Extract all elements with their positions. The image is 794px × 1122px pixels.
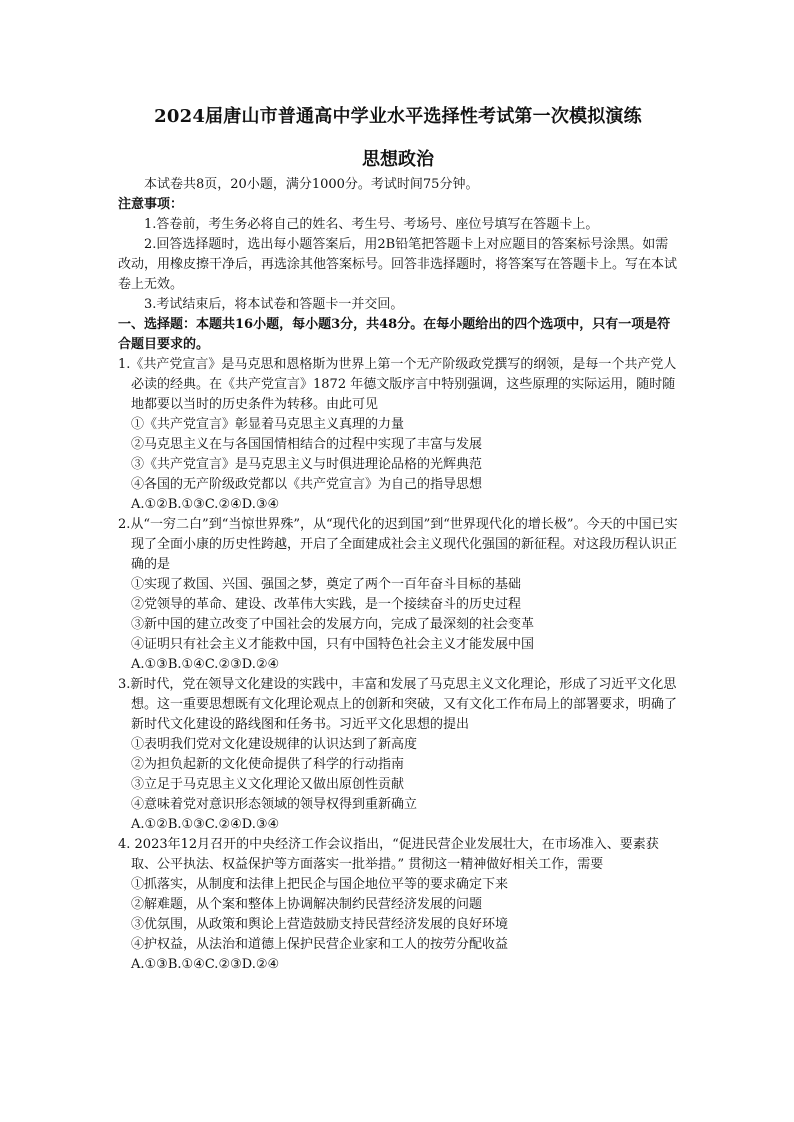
question-option: ④证明只有社会主义才能救中国，只有中国特色社会主义才能发展中国 <box>131 637 535 652</box>
question-option: ③立足于马克思主义文化理论又做出原创性贡献 <box>131 777 405 792</box>
question-3 <box>118 675 678 835</box>
answer-choices: A.①②B.①③C.②④D.③④ <box>131 817 280 832</box>
question-option: ①抓落实，从制度和法律上把民企与国企地位平等的要求确定下来 <box>131 877 509 892</box>
answer-choices: A.①③B.①④C.②③D.②④ <box>131 657 280 672</box>
question-4 <box>118 835 678 975</box>
answer-choices: A.①③B.①④C.②③D.②④ <box>131 957 280 972</box>
question-option: ①表明我们党对文化建设规律的认识达到了新高度 <box>131 737 418 752</box>
notice-heading: 注意事项： <box>118 197 184 212</box>
answer-choices: A.①②B.①③C.②④D.③④ <box>131 497 280 512</box>
question-option: ②解难题，从个案和整体上协调解决制约民营经济发展的问题 <box>131 897 483 912</box>
question-stem: 1.《共产党宣言》是马克思和恩格斯为世界上第一个无产阶级政党撰写的纲领，是每一个共产党人必读的经典。在《共产党宣言》1872 年德文版序言中特别强调，这些原理的实际运用，随时随地都要以当时的历史条件为转移。由此可见 <box>118 357 677 412</box>
exam-page <box>118 0 678 975</box>
notice-item: 1.答卷前，考生务必将自己的姓名、考生号、考场号、座位号填写在答题卡上。 <box>144 217 599 232</box>
question-option: ①《共产党宣言》彰显着马克思主义真理的力量 <box>131 417 405 432</box>
question-option: ①实现了救国、兴国、强国之梦，奠定了两个一百年奋斗目标的基础 <box>131 577 522 592</box>
question-stem: 4. 2023年12月召开的中央经济工作会议指出，“促进民营企业发展壮大，在市场准入、要素获取、公平执法、权益保护等方面落实一批举措。” 贯彻这一精神做好相关工作，需要 <box>118 837 659 872</box>
question-stem: 2.从“一穷二白”到“当惊世界殊”，从“现代化的迟到国”到“世界现代化的增长极”。今天的中国已实现了全面小康的历史性跨越，开启了全面建成社会主义现代化强国的新征程。对这段历程认识正确的是 <box>118 517 678 572</box>
exam-subject: 思想政治 <box>362 149 434 170</box>
question-option: ④各国的无产阶级政党都以《共产党宣言》为自己的指导思想 <box>131 477 483 492</box>
question-option: ③《共产党宣言》是马克思主义与时俱进理论品格的光辉典范 <box>131 457 483 472</box>
question-1 <box>118 355 678 515</box>
question-option: ②党领导的革命、建设、改革伟大实践，是一个接续奋斗的历史过程 <box>131 597 522 612</box>
notice-item: 3.考试结束后，将本试卷和答题卡一并交回。 <box>144 297 404 312</box>
question-option: ④护权益，从法治和道德上保护民营企业家和工人的按劳分配收益 <box>131 937 509 952</box>
question-option: ③优氛围，从政策和舆论上营造鼓励支持民营经济发展的良好环境 <box>131 917 509 932</box>
question-option: ②马克思主义在与各国国情相结合的过程中实现了丰富与发展 <box>131 437 483 452</box>
question-option: ③新中国的建立改变了中国社会的发展方向，完成了最深刻的社会变革 <box>131 617 535 632</box>
notice-item: 2.回答选择题时，选出每小题答案后，用2B铅笔把答题卡上对应题目的答案标号涂黑。如需改动，用橡皮擦干净后，再选涂其他答案标号。回答非选择题时，将答案写在答题卡上。写在本试卷上无效。 <box>118 237 678 292</box>
question-2 <box>118 515 678 675</box>
question-option: ④意味着党对意识形态领域的领导权得到重新确立 <box>131 797 418 812</box>
exam-intro: 本试卷共8页，20小题，满分1000分。考试时间75分钟。 <box>144 177 479 192</box>
section-heading: 一、选择题：本题共16小题，每小题3分，共48分。在每小题给出的四个选项中，只有一项是符合题目要求的。 <box>118 317 671 352</box>
exam-title: 2024届唐山市普通高中学业水平选择性考试第一次模拟演练 <box>154 106 642 127</box>
question-option: ②为担负起新的文化使命提供了科学的行动指南 <box>131 757 405 772</box>
question-stem: 3.新时代，党在领导文化建设的实践中，丰富和发展了马克思主义文化理论，形成了习近平文化思想。这一重要思想既有文化理论观点上的创新和突破，又有文化工作布局上的部署要求，明确了新时代文化建设的路线图和任务书。习近平文化思想的提出 <box>118 677 678 732</box>
